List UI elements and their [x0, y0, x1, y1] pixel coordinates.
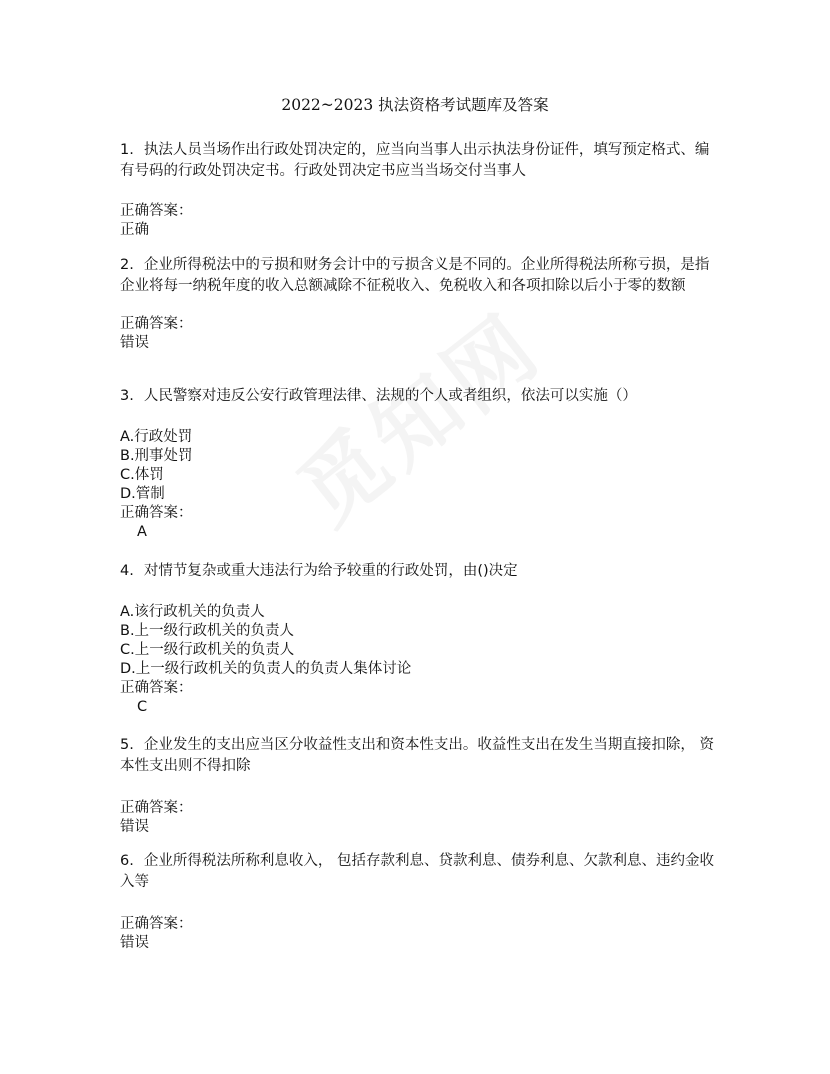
answer-label: 正确答案： [120, 916, 193, 932]
question-number: 2. [120, 257, 134, 273]
option-d: D.上一级行政机关的负责人的负责人集体讨论 [120, 661, 412, 677]
question-3 [120, 386, 720, 542]
question-body: 对情节复杂或重大违法行为给予较重的行政处罚，由()决定 [143, 563, 518, 579]
option-b: B.刑事处罚 [120, 448, 193, 464]
answer-value: A [137, 524, 147, 540]
answer-value: 错误 [120, 935, 149, 951]
answer-block [120, 315, 720, 353]
question-1 [120, 140, 720, 240]
option-a: A.该行政机关的负责人 [120, 604, 265, 620]
question-text [120, 255, 720, 297]
question-body: 企业所得税法所称利息收入， 包括存款利息、贷款利息、债券利息、欠款利息、违约金收入等 [120, 853, 714, 890]
question-4 [120, 561, 720, 717]
question-number: 6. [120, 853, 134, 869]
page-title: 2022~2023 执法资格考试题库及答案 [281, 96, 549, 114]
question-body: 人民警察对违反公安行政管理法律、法规的个人或者组织，依法可以实施（） [143, 388, 637, 404]
question-number: 1. [120, 142, 134, 158]
question-text [120, 735, 720, 777]
answer-block [120, 799, 720, 837]
question-text [120, 851, 720, 893]
question-5 [120, 735, 720, 837]
option-b: B.上一级行政机关的负责人 [120, 623, 295, 639]
question-body: 执法人员当场作出行政处罚决定的，应当向当事人出示执法身份证件，填写预定格式、编有号码的行政处罚决定书。行政处罚决定书应当当场交付当事人 [120, 142, 710, 179]
question-number: 5. [120, 737, 134, 753]
answer-label: 正确答案： [120, 505, 193, 521]
answer-value: C [137, 699, 148, 715]
answer-value: 正确 [120, 222, 149, 238]
answer-label: 正确答案： [120, 203, 193, 219]
question-body: 企业所得税法中的亏损和财务会计中的亏损含义是不同的。企业所得税法所称亏损，是指企业将每一纳税年度的收入总额减除不征税收入、免税收入和各项扣除以后小于零的数额 [120, 257, 710, 294]
answer-block [120, 915, 720, 953]
option-c: C.上一级行政机关的负责人 [120, 642, 295, 658]
answer-block [120, 504, 720, 542]
answer-label: 正确答案： [120, 316, 193, 332]
question-text [120, 140, 720, 182]
answer-value: 错误 [120, 819, 149, 835]
question-number: 3. [120, 388, 134, 404]
answer-label: 正确答案： [120, 800, 193, 816]
question-2 [120, 255, 720, 353]
question-6 [120, 851, 720, 953]
question-text [120, 386, 720, 407]
answer-block [120, 679, 720, 717]
question-body: 企业发生的支出应当区分收益性支出和资本性支出。收益性支出在发生当期直接扣除， 资本性支出则不得扣除 [120, 737, 714, 774]
answer-label: 正确答案： [120, 680, 193, 696]
question-text [120, 561, 720, 582]
answer-block [120, 202, 720, 240]
options-list [120, 428, 720, 504]
question-number: 4. [120, 563, 134, 579]
answer-value: 错误 [120, 335, 149, 351]
option-a: A.行政处罚 [120, 429, 193, 445]
options-list [120, 603, 720, 679]
option-c: C.体罚 [120, 467, 164, 483]
option-d: D.管制 [120, 486, 165, 502]
